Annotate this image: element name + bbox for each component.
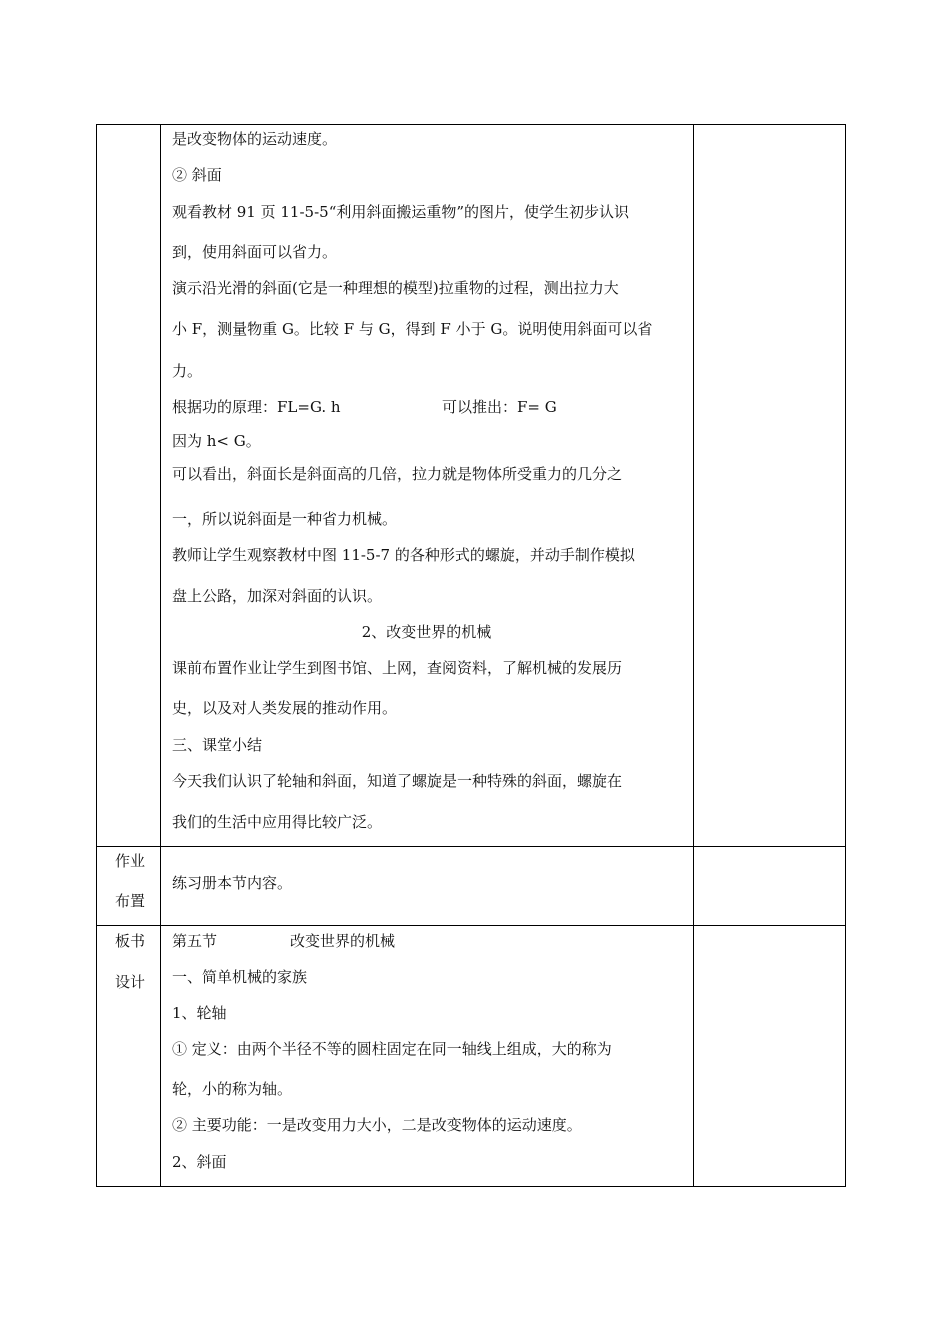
board-title-number: 第五节 — [172, 932, 218, 950]
lesson-line: ② 斜面 — [172, 166, 222, 184]
homework-label: 作业 — [115, 852, 146, 870]
lesson-line: 力。 — [172, 362, 203, 380]
column-divider-right — [693, 125, 694, 1186]
board-label: 设计 — [115, 973, 146, 991]
board-line: 1、轮轴 — [172, 1004, 227, 1022]
board-line: 轮，小的称为轴。 — [172, 1080, 293, 1098]
lesson-line: 盘上公路，加深对斜面的认识。 — [172, 587, 383, 605]
lesson-line: 可以看出，斜面长是斜面高的几倍，拉力就是物体所受重力的几分之 — [172, 465, 623, 483]
lesson-line: 史，以及对人类发展的推动作用。 — [172, 699, 398, 717]
lesson-line: 演示沿光滑的斜面(它是一种理想的模型)拉重物的过程，测出拉力大 — [172, 279, 619, 297]
lesson-line: 一，所以说斜面是一种省力机械。 — [172, 510, 398, 528]
lesson-line: 小 F，测量物重 G。比较 F 与 G，得到 F 小于 G。说明使用斜面可以省 — [172, 320, 653, 338]
lesson-line: 到，使用斜面可以省力。 — [172, 243, 338, 261]
board-line: ② 主要功能：一是改变用力大小，二是改变物体的运动速度。 — [172, 1116, 582, 1134]
board-line: 2、斜面 — [172, 1153, 227, 1171]
lesson-line: 我们的生活中应用得比较广泛。 — [172, 813, 383, 831]
board-line: ① 定义：由两个半径不等的圆柱固定在同一轴线上组成，大的称为 — [172, 1040, 612, 1058]
column-divider-left — [160, 125, 161, 1186]
lesson-line: 今天我们认识了轮轴和斜面，知道了螺旋是一种特殊的斜面，螺旋在 — [172, 772, 623, 790]
board-line: 一、简单机械的家族 — [172, 968, 308, 986]
lesson-line: 因为 h< G。 — [172, 432, 261, 450]
section-heading: 2、改变世界的机械 — [361, 623, 492, 641]
lesson-table — [96, 124, 846, 1187]
row-divider-homework — [97, 846, 845, 847]
board-title: 改变世界的机械 — [290, 932, 396, 950]
lesson-line: 三、课堂小结 — [172, 736, 263, 754]
homework-label: 布置 — [115, 892, 146, 910]
lesson-line: 可以推出：F= G — [442, 398, 557, 416]
board-label: 板书 — [115, 932, 146, 950]
lesson-line: 课前布置作业让学生到图书馆、上网，查阅资料，了解机械的发展历 — [172, 659, 623, 677]
lesson-line: 观看教材 91 页 11-5-5“利用斜面搬运重物”的图片，使学生初步认识 — [172, 203, 630, 221]
lesson-line: 是改变物体的运动速度。 — [172, 130, 338, 148]
row-divider-board — [97, 925, 845, 926]
lesson-line: 教师让学生观察教材中图 11-5-7 的各种形式的螺旋，并动手制作模拟 — [172, 546, 635, 564]
lesson-line: 根据功的原理：FL=G. h — [172, 398, 341, 416]
homework-content: 练习册本节内容。 — [172, 874, 293, 892]
